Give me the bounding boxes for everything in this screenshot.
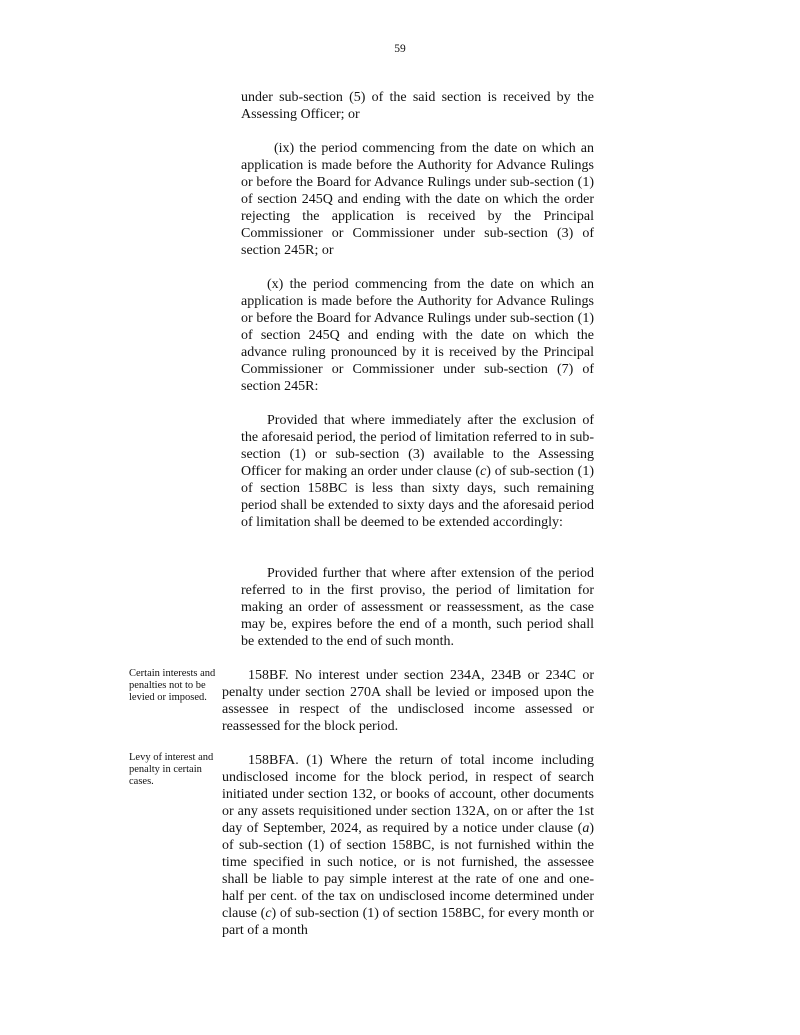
first-proviso-text-b: ) of sub-section (1) of section 158BC is less than sixty days, such remaining period shall be extended to sixty days and the aforesaid period of limitation shall be deemed to be extended accordingly: [241,464,594,530]
clause-letter-c: c [480,464,487,479]
page-number: 59 [394,43,406,55]
clause-letter-a: a [582,821,590,836]
section-158bf: 158BF. No interest under section 234A, 234B or 234C or penalty under section 270A shall be levied or imposed upon the assessee in respect of the undisclosed income assessed or reassessed for the block period. [222,668,594,734]
clause-letter-c-2: c [265,906,272,921]
first-proviso [241,412,594,531]
clause-x: (x) the period commencing from the date on which an application is made before the Authority for Advance Rulings or before the Board for Advance Rulings under sub-section (1) of section 245Q and ending with the date on which the advance ruling pronounced by it is received by the Principal Commissioner or Commissioner under sub-section (7) of section 245R: [241,277,594,394]
section-158bfa-text-a: 158BFA. (1) Where the return of total income including undisclosed income for the block period, in respect of search initiated under section 132, or books of account, other documents or any assets requisitioned under section 132A, on or after the 1st day of September, 2024, as required by a notice under clause ( [222,753,594,836]
margin-note-section-158bf: Certain interests and penalties not to be levied or imposed. [129,668,216,703]
first-proviso-text-a: Provided that where immediately after the exclusion of the aforesaid period, the period of limitation referred to in sub-section (1) or sub-section (3) available to the Assessing Officer for making an order under clause ( [241,413,594,479]
section-158bfa-text-b: ) of sub-section (1) of section 158BC, is not furnished within the time specified in such notice, or is not furnished, the assessee shall be liable to pay simple interest at the rate of one and one-half per cent. of the tax on undisclosed income determined under clause ( [222,821,594,921]
second-proviso: Provided further that where after extension of the period referred to in the first proviso, the period of limitation for making an order of assessment or reassessment, as the case may be, expires before the end of a month, such period shall be extended to the end of such month. [241,566,594,649]
clause-ix: (ix) the period commencing from the date on which an application is made before the Authority for Advance Rulings or before the Board for Advance Rulings under sub-section (1) of section 245Q and ending with the date on which the order rejecting the application is received by the Principal Commissioner or Commissioner under sub-section (3) of section 245R; or [241,141,594,258]
margin-note-section-158bfa: Levy of interest and penalty in certain cases. [129,752,214,787]
section-158bfa [222,752,594,939]
paragraph-continuation: under sub-section (5) of the said section is received by the Assessing Officer; or [241,90,594,122]
section-158bfa-text-c: ) of sub-section (1) of section 158BC, for every month or part of a month [222,906,594,938]
